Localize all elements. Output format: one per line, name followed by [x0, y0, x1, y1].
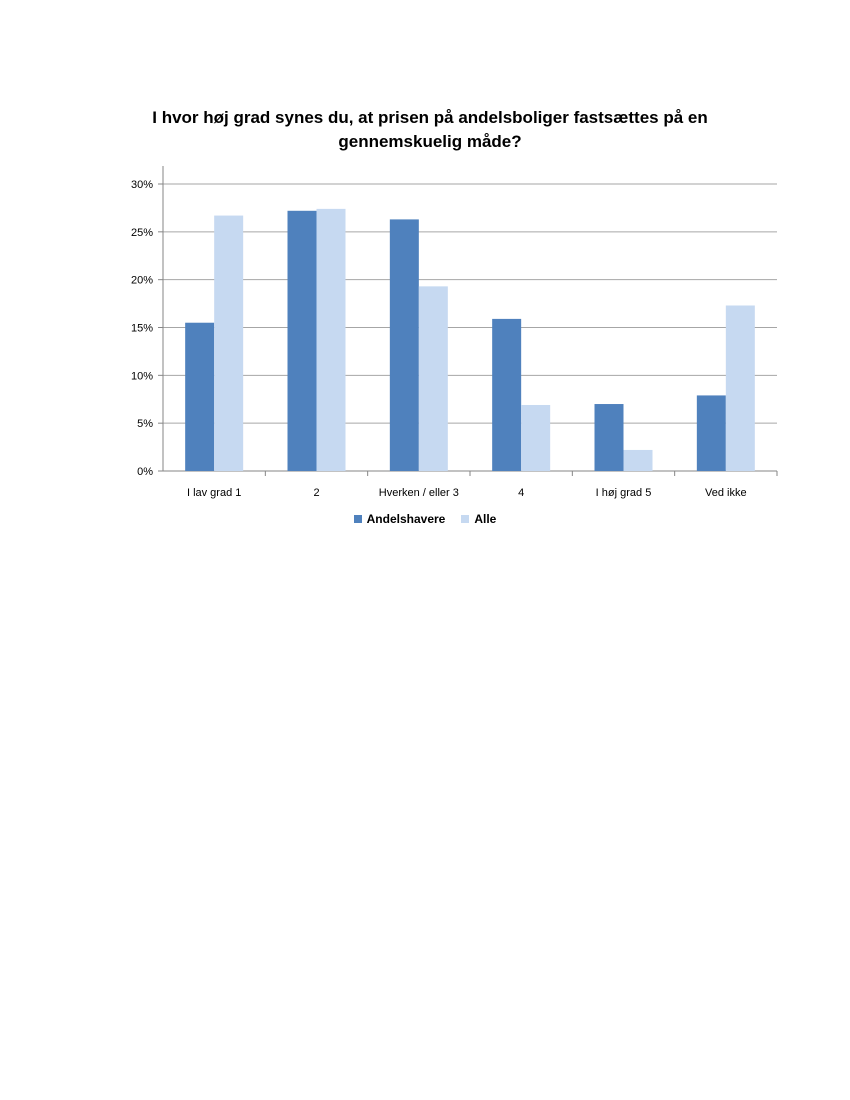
- bar-andelshavere: [288, 211, 317, 471]
- chart-title-line-1: I hvor høj grad synes du, at prisen på andelsboliger fastsættes på en: [152, 108, 708, 127]
- bar-alle: [419, 286, 448, 471]
- legend-item-alle: [461, 512, 496, 526]
- bar-andelshavere: [697, 395, 726, 471]
- y-tick-label: 5%: [137, 418, 153, 431]
- bar-andelshavere: [492, 319, 521, 471]
- y-tick-label: 25%: [130, 226, 153, 239]
- y-tick-label: 15%: [130, 322, 153, 335]
- legend-swatch-alle: [461, 515, 469, 523]
- x-category-label: I høj grad 5: [595, 487, 652, 499]
- bar-alle: [317, 209, 346, 471]
- legend-item-andelshavere: [354, 512, 446, 526]
- chart-title-line-2: gennemskuelig måde?: [338, 132, 522, 151]
- y-tick-label: 0%: [137, 466, 153, 478]
- y-tick-label: 10%: [130, 370, 153, 383]
- x-category-label: Hverken / eller 3: [378, 487, 459, 499]
- legend-label-alle: Alle: [474, 512, 497, 526]
- bar-andelshavere: [185, 323, 214, 471]
- bar-alle: [624, 450, 653, 471]
- chart-legend: [0, 512, 850, 526]
- bar-alle: [521, 405, 550, 471]
- x-category-label: Ved ikke: [705, 487, 747, 499]
- bar-alle: [214, 216, 243, 471]
- x-category-label: I lav grad 1: [186, 487, 242, 499]
- x-category-label: 4: [518, 487, 525, 499]
- legend-label-andelshavere: Andelshavere: [366, 512, 446, 526]
- bar-alle: [726, 305, 755, 471]
- y-tick-label: 30%: [130, 179, 153, 191]
- bar-andelshavere: [595, 404, 624, 471]
- x-category-label: 2: [313, 487, 320, 499]
- bar-andelshavere: [390, 219, 419, 471]
- y-tick-label: 20%: [130, 274, 153, 287]
- legend-swatch-andelshavere: [354, 515, 362, 523]
